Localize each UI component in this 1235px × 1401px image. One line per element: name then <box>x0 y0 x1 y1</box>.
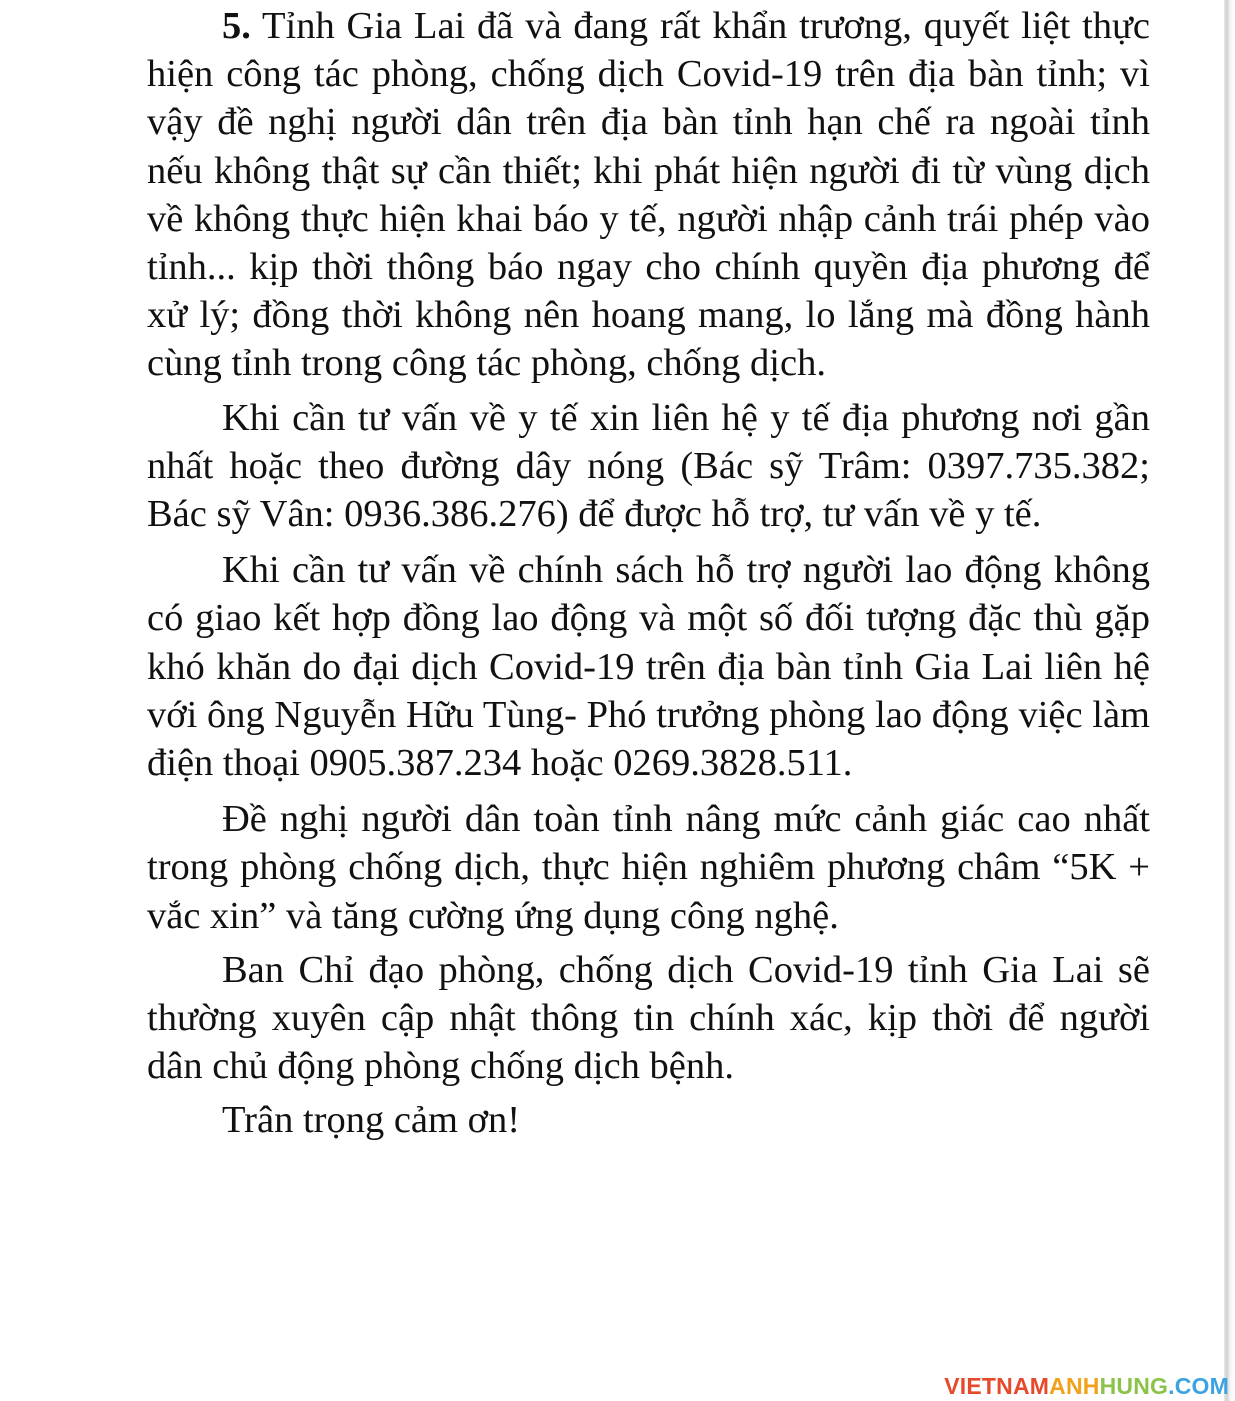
paragraph-health-hotline: Khi cần tư vấn về y tế xin liên hệ y tế địa phương nơi gần nhất hoặc theo đường dây nóng (Bác sỹ Trâm: 0397.735.382; Bác sỹ Vân: 0936.386.276) để được hỗ trợ, tư vấn về y tế. <box>147 396 1150 536</box>
paragraph-point-5 <box>147 2 1150 388</box>
point-number: 5. <box>222 5 251 47</box>
page-edge-shadow <box>1224 0 1235 1401</box>
paragraph-labor-support: Khi cần tư vấn về chính sách hỗ trợ người lao động không có giao kết hợp đồng lao động và một số đối tượng đặc thù gặp khó khăn do đại dịch Covid-19 trên địa bàn tỉnh Gia Lai liên hệ với ông Nguyễn Hữu Tùng- Phó trưởng phòng lao động việc làm điện thoại 0905.387.234 hoặc 0269.3828.511. <box>147 549 1150 785</box>
paragraph-steering-committee: Ban Chỉ đạo phòng, chống dịch Covid-19 tỉnh Gia Lai sẽ thường xuyên cập nhật thông tin chính xác, kịp thời để người dân chủ động phòng chống dịch bệnh. <box>147 948 1150 1088</box>
document-body <box>147 2 1150 1145</box>
site-watermark: VIETNAMANHHUNG.COM <box>944 1373 1229 1399</box>
paragraph-vigilance: Đề nghị người dân toàn tỉnh nâng mức cảnh giác cao nhất trong phòng chống dịch, thực hiện nghiêm phương châm “5K + vắc xin” và tăng cường ứng dụng công nghệ. <box>147 798 1150 937</box>
paragraph-closing: Trân trọng cảm ơn! <box>222 1099 521 1142</box>
paragraph-text: Tỉnh Gia Lai đã và đang rất khẩn trương, quyết liệt thực hiện công tác phòng, chống dịch Covid-19 trên địa bàn tỉnh; vì vậy đề nghị người dân trên địa bàn tỉnh hạn chế ra ngoài tỉnh nếu không thật sự cần thiết; khi phát hiện người đi từ vùng dịch về không thực hiện khai báo y tế, người nhập cảnh trái phép vào tỉnh... kịp thời thông báo ngay cho chính quyền địa phương để xử lý; đồng thời không nên hoang mang, lo lắng mà đồng hành cùng tỉnh trong công tác phòng, chống dịch. <box>147 5 1150 385</box>
